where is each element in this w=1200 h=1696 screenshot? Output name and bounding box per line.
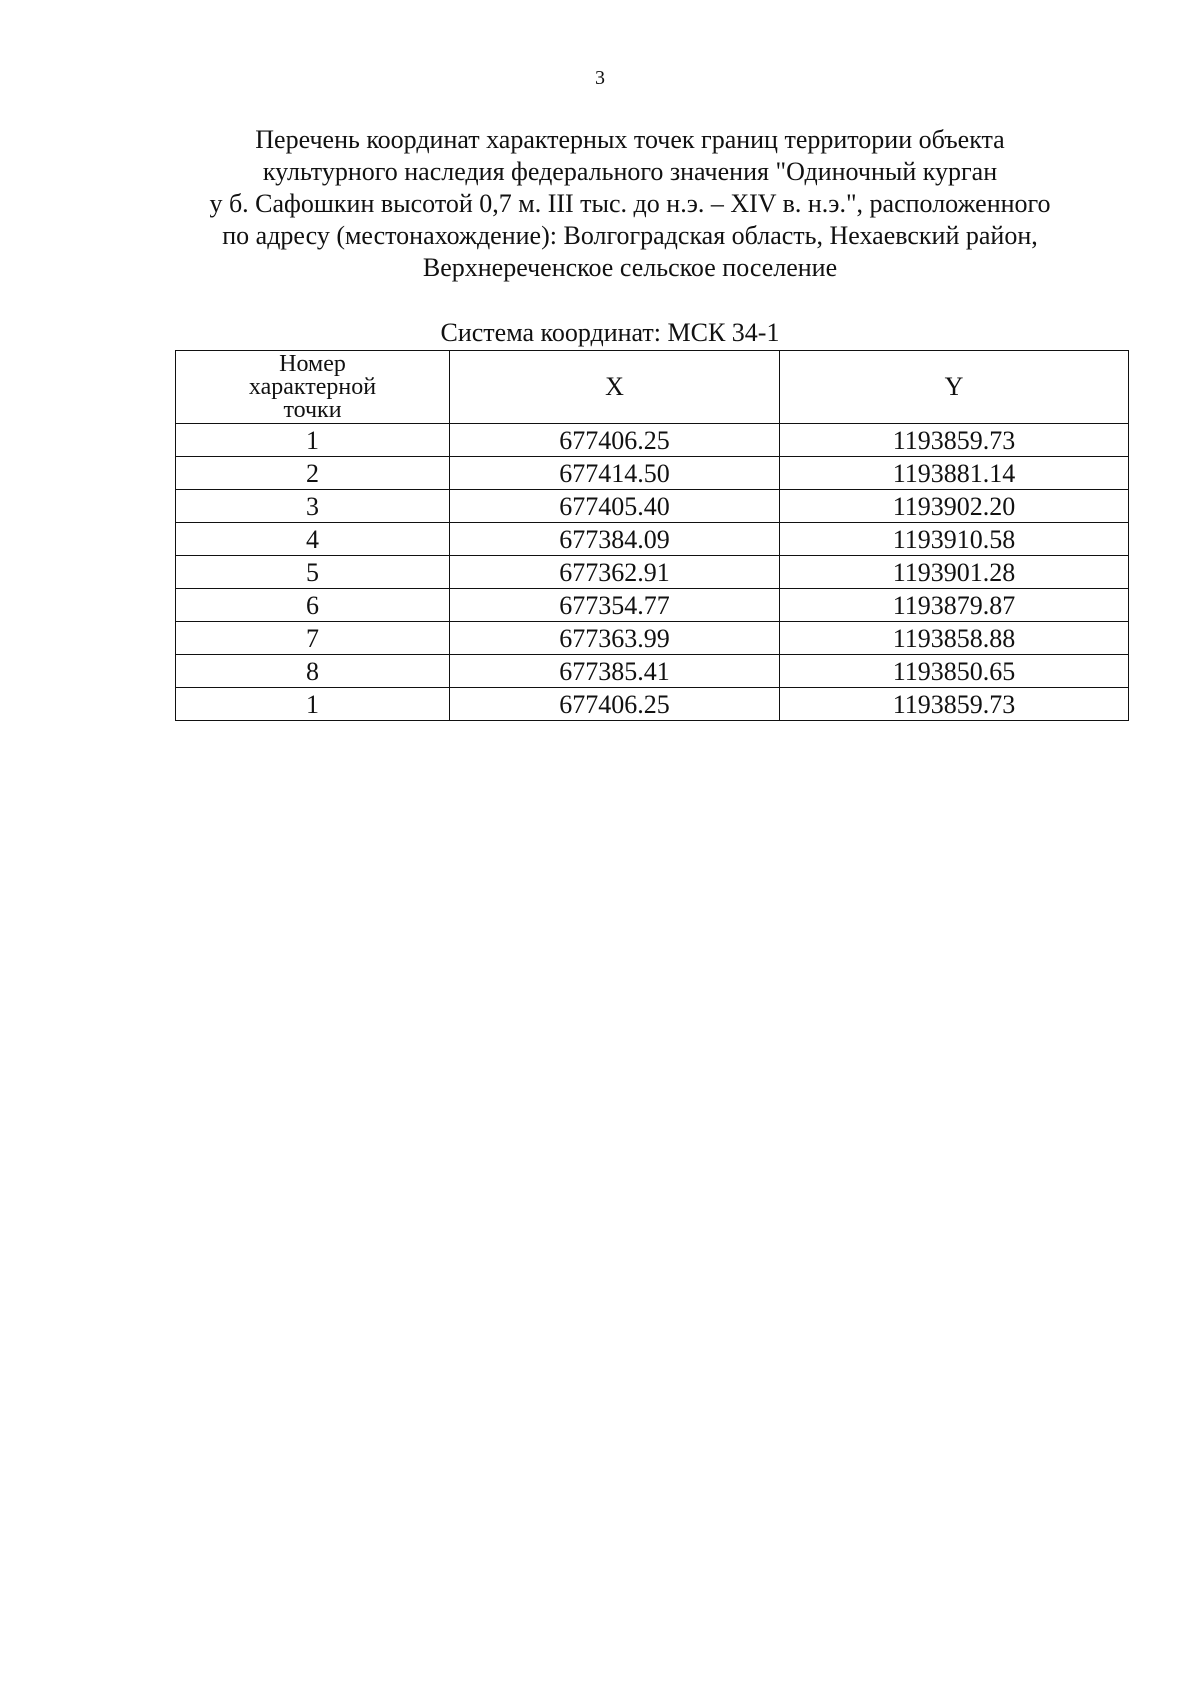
header-y: Y xyxy=(780,351,1129,424)
title-line: у б. Сафошкин высотой 0,7 м. III тыс. до н.э. – XIV в. н.э.", расположенного xyxy=(209,189,1051,218)
header-point-number xyxy=(176,351,450,424)
table-row xyxy=(176,589,1129,622)
cell-y: 1193881.14 xyxy=(780,457,1129,490)
cell-point: 6 xyxy=(176,589,450,622)
table-row xyxy=(176,622,1129,655)
cell-y: 1193910.58 xyxy=(780,523,1129,556)
table-row xyxy=(176,523,1129,556)
table-row xyxy=(176,457,1129,490)
header-point-number-line: характерной xyxy=(248,373,377,400)
cell-point: 2 xyxy=(176,457,450,490)
cell-x: 677405.40 xyxy=(450,490,780,523)
cell-x: 677414.50 xyxy=(450,457,780,490)
document-title xyxy=(150,124,1110,284)
cell-point: 5 xyxy=(176,556,450,589)
cell-y: 1193879.87 xyxy=(780,589,1129,622)
cell-x: 677385.41 xyxy=(450,655,780,688)
cell-x: 677406.25 xyxy=(450,424,780,457)
cell-point: 1 xyxy=(176,688,450,721)
cell-y: 1193858.88 xyxy=(780,622,1129,655)
title-line: культурного наследия федерального значения "Одиночный курган xyxy=(262,157,998,186)
title-line: Перечень координат характерных точек границ территории объекта xyxy=(255,125,1005,154)
cell-point: 7 xyxy=(176,622,450,655)
cell-point: 4 xyxy=(176,523,450,556)
cell-x: 677406.25 xyxy=(450,688,780,721)
title-line: Верхнереченское сельское поселение xyxy=(422,253,838,282)
page-number: 3 xyxy=(595,67,605,89)
header-point-number-line: Номер xyxy=(279,350,346,377)
header-x: X xyxy=(450,351,780,424)
cell-y: 1193902.20 xyxy=(780,490,1129,523)
table-header-row xyxy=(176,351,1129,424)
table-row xyxy=(176,490,1129,523)
cell-x: 677363.99 xyxy=(450,622,780,655)
cell-y: 1193901.28 xyxy=(780,556,1129,589)
title-line: по адресу (местонахождение): Волгоградская область, Нехаевский район, xyxy=(222,221,1038,250)
table-row xyxy=(176,655,1129,688)
cell-point: 8 xyxy=(176,655,450,688)
header-point-number-line: точки xyxy=(283,396,342,423)
coordinate-system-caption: Система координат: МСК 34-1 xyxy=(440,318,780,347)
table-row xyxy=(176,424,1129,457)
cell-y: 1193859.73 xyxy=(780,688,1129,721)
cell-x: 677362.91 xyxy=(450,556,780,589)
table-row xyxy=(176,688,1129,721)
cell-y: 1193850.65 xyxy=(780,655,1129,688)
coordinates-table xyxy=(175,350,1129,721)
cell-x: 677384.09 xyxy=(450,523,780,556)
cell-x: 677354.77 xyxy=(450,589,780,622)
cell-point: 1 xyxy=(176,424,450,457)
cell-y: 1193859.73 xyxy=(780,424,1129,457)
table-row xyxy=(176,556,1129,589)
cell-point: 3 xyxy=(176,490,450,523)
